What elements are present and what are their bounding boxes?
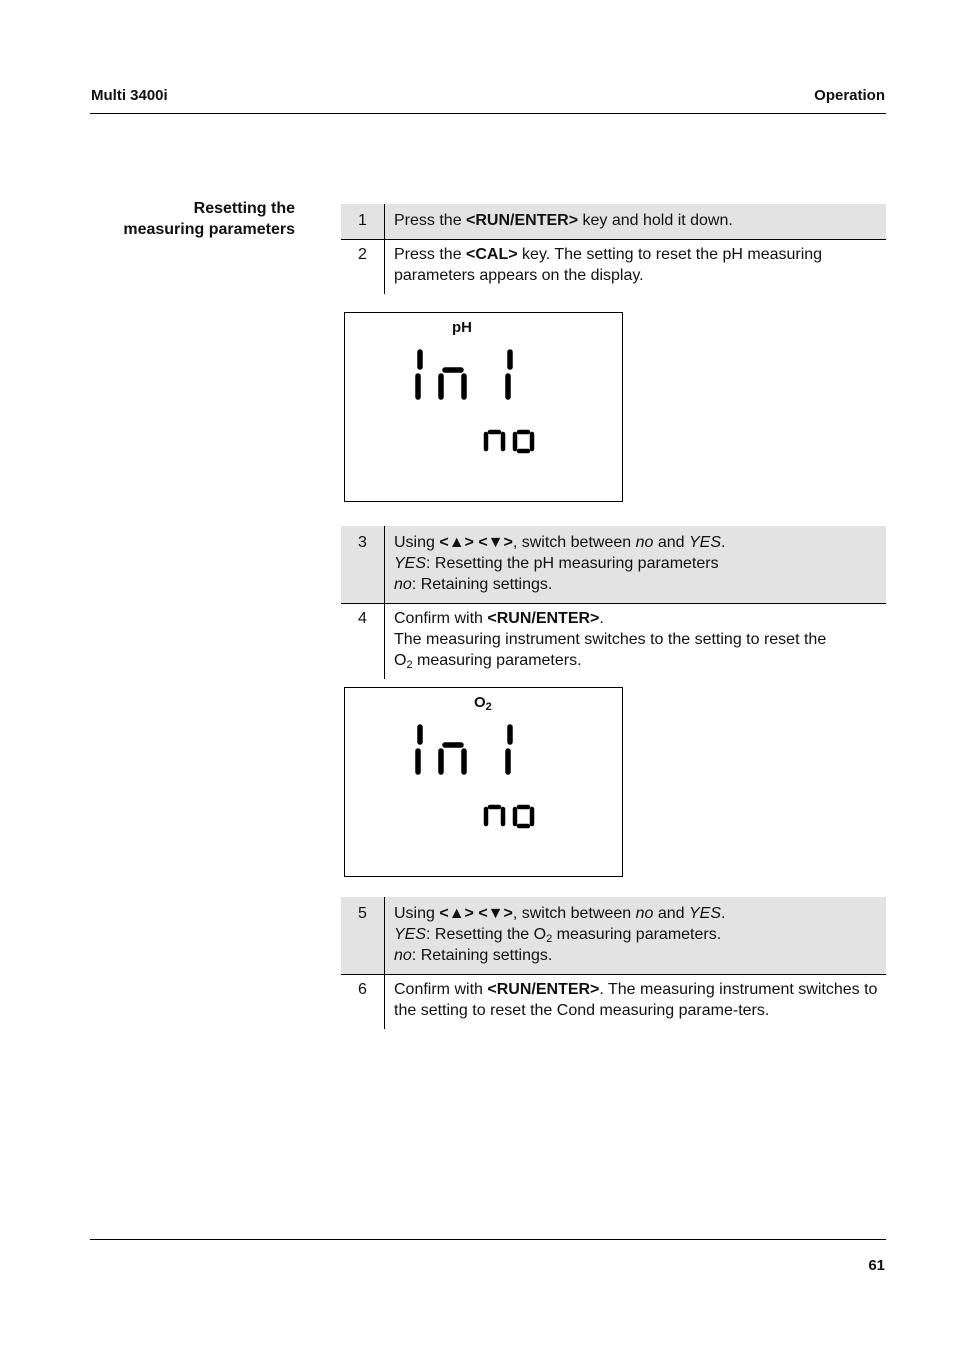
header-rule [90, 113, 886, 114]
lcd-segment-digits [345, 313, 622, 501]
step-text: Press the <RUN/ENTER> key and hold it down. [385, 204, 887, 240]
step-number: 6 [341, 975, 385, 1030]
steps-table-2 [341, 526, 886, 679]
step-number: 4 [341, 604, 385, 680]
step-text: Confirm with <RUN/ENTER>. The measuring instrument switches to the setting to reset the $O_2$ measuring parameters. [385, 604, 887, 680]
step-row [341, 526, 886, 604]
step-row [341, 240, 886, 295]
lcd-unit-label: $O_2$ [474, 694, 492, 713]
steps-table-3 [341, 897, 886, 1029]
step-number: 1 [341, 204, 385, 240]
lcd-display-o2 [344, 687, 623, 877]
step-row [341, 204, 886, 240]
footer-rule [90, 1239, 886, 1240]
running-header-product: Multi 3400i [91, 87, 168, 104]
step-text: Using <▲> <▼>, switch between no and YES. YES: Resetting the pH measuring parameters no: Retaining settings. [385, 526, 887, 604]
step-number: 3 [341, 526, 385, 604]
step-row [341, 897, 886, 975]
step-row [341, 604, 886, 680]
step-number: 2 [341, 240, 385, 295]
step-text: Press the <CAL> key. The setting to reset the pH measuring parameters appears on the display. [385, 240, 887, 295]
page-number: 61 [868, 1257, 885, 1274]
lcd-segment-digits [345, 688, 622, 876]
step-number: 5 [341, 897, 385, 975]
running-header-chapter: Operation [814, 87, 885, 104]
lcd-display-ph [344, 312, 623, 502]
steps-table-1 [341, 204, 886, 294]
lcd-unit-label: pH [452, 319, 472, 336]
step-row [341, 975, 886, 1030]
section-title: Resetting the measuring parameters [123, 200, 295, 238]
step-text: Using <▲> <▼>, switch between no and YES. YES: Resetting the $O_2$ measuring parameters. no: Retaining settings. [385, 897, 887, 975]
step-text: Confirm with <RUN/ENTER>. The measuring instrument switches to the setting to reset the Cond measuring parame-ters. [385, 975, 887, 1030]
